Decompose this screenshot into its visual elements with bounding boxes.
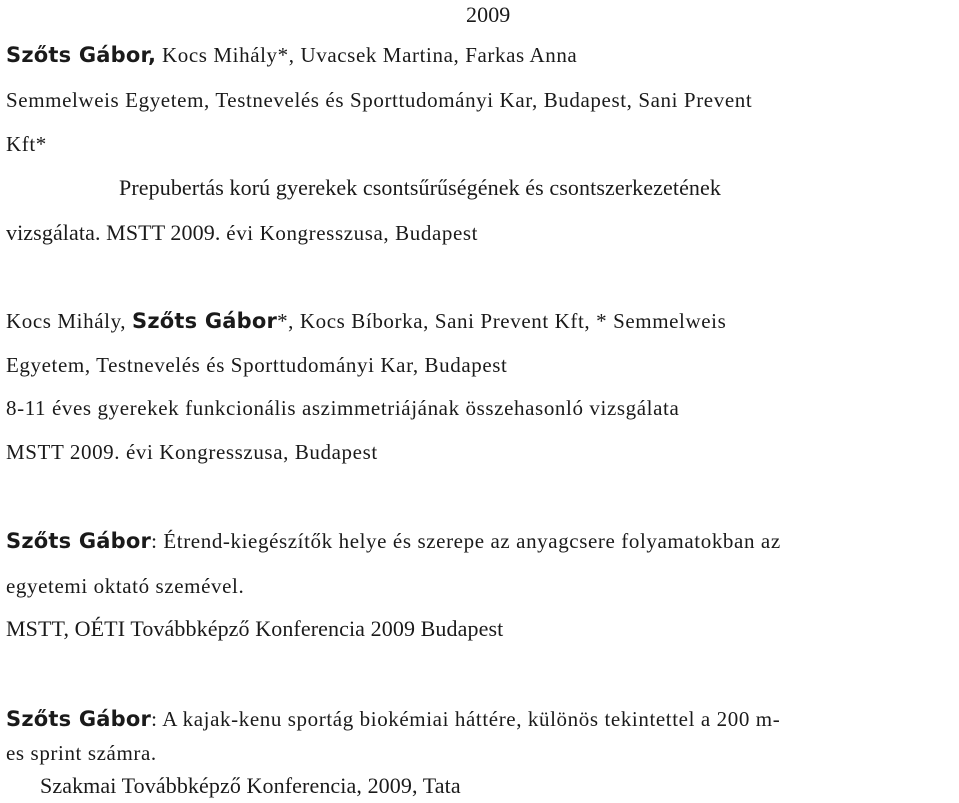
entry-1-authors <box>6 45 577 66</box>
entry-3-title-line-1 <box>6 531 781 552</box>
year-heading: 2009 <box>466 2 511 27</box>
entry-2-title: 8-11 éves gyerekek funkcionális aszimmetriájának összehasonló vizsgálata <box>6 396 680 420</box>
entry-3-title-line-2: egyetemi oktató szemével. <box>6 574 245 598</box>
entry-3-venue: MSTT, OÉTI Továbbképző Konferencia 2009 Budapest <box>6 616 504 641</box>
entry-3-title: : Étrend-kiegészítők helye és szerepe az anyagcsere folyamatokban az <box>151 529 781 553</box>
entry-2-venue: MSTT 2009. évi Kongresszusa, Budapest <box>6 440 378 464</box>
entry-4-venue: Szakmai Továbbképző Konferencia, 2009, Tata <box>40 773 461 798</box>
entry-1-title-line-2 <box>6 222 478 244</box>
author-highlight: Szőts Gábor <box>6 707 152 731</box>
entry-4-title-line-2: es sprint számra. <box>6 741 157 765</box>
entry-4-title-line-1 <box>6 709 780 730</box>
co-authors-before: Kocs Mihály, <box>6 309 133 333</box>
entry-1-title-line-1: Prepubertás korú gyerekek csontsűrűségének és csontszerkezetének <box>119 175 721 200</box>
author-highlight: Szőts Gábor <box>6 529 152 553</box>
entry-1-affiliation-line-1: Semmelweis Egyetem, Testnevelés és Sporttudományi Kar, Budapest, Sani Prevent <box>6 88 753 112</box>
entry-1-affiliation-line-2: Kft* <box>6 132 47 156</box>
co-authors-after: *, Kocs Bíborka, Sani Prevent Kft, * Semmelweis <box>277 309 727 333</box>
entry-2-affiliation: Egyetem, Testnevelés és Sporttudományi Kar, Budapest <box>6 353 508 377</box>
entry-1-venue: évi Kongresszusa, Budapest <box>220 221 479 245</box>
author-highlight: Szőts Gábor <box>132 309 278 333</box>
co-authors: Kocs Mihály*, Uvacsek Martina, Farkas Anna <box>156 43 578 67</box>
author-highlight: Szőts Gábor, <box>6 43 157 67</box>
entry-4-title: : A kajak-kenu sportág biokémiai háttére, különös tekintettel a 200 m- <box>151 707 781 731</box>
entry-1-title-end: vizsgálata. MSTT 2009. <box>6 220 221 245</box>
entry-2-authors <box>6 311 726 332</box>
